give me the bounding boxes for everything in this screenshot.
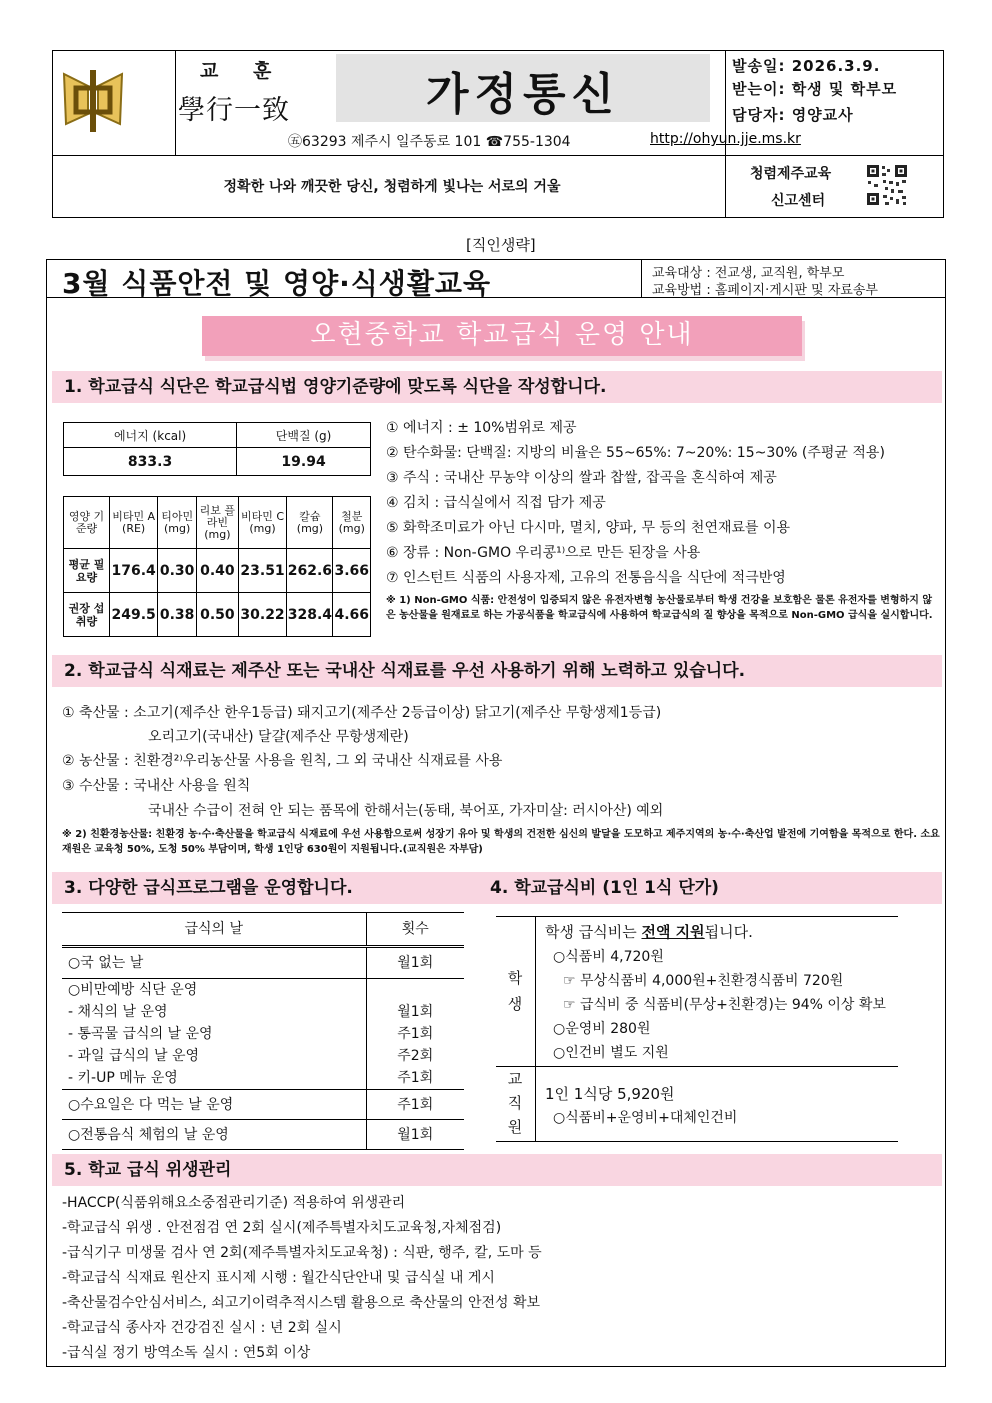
section1-heading: 1. 학교급식 식단은 학교급식법 영양기준량에 맞도록 식단을 작성합니다. — [52, 371, 942, 403]
section5-heading: 5. 학교 급식 위생관리 — [52, 1154, 942, 1186]
col-header-meal-day: 급식의 날 — [62, 913, 366, 947]
table-cell: 월1회 — [397, 955, 434, 971]
table-cell: 월1회 — [397, 1127, 434, 1143]
divider — [175, 50, 176, 156]
seal-omitted-note: [직인생략] — [466, 236, 536, 254]
meal-program-table — [62, 912, 464, 1150]
list-item: ② 탄수화물: 단백질: 지방의 비율은 55~65%: 7~20%: 15~30% (주평균 적용) — [386, 445, 885, 461]
row-label: 평균 필요량 — [64, 549, 110, 593]
list-item: ○식품비 4,720원 — [553, 949, 664, 965]
list-item: ② 농산물 : 친환경²⁾우리농산물 사용을 원칙, 그 외 국내산 식재료를 사용 — [62, 753, 503, 769]
table-cell: - 과일 급식의 날 운영 — [62, 1045, 366, 1067]
list-item: -HACCP(식품위해요소중점관리기준) 적용하여 위생관리 — [62, 1195, 406, 1211]
divider — [496, 1066, 898, 1067]
table-cell: - 통곡물 급식의 날 운영 — [62, 1023, 366, 1045]
list-item: -급식기구 미생물 검사 연 2회(제주특별자치도교육청) : 식판, 행주, 칼, 도마 등 — [62, 1245, 542, 1261]
list-item: -학교급식 종사자 건강검진 실시 : 년 2회 실시 — [62, 1320, 342, 1336]
footnote-non-gmo: ※ 1) Non-GMO 식품: 안전성이 입증되지 않은 유전자변형 농산물로부터 학생 건강을 보호함은 물론 유전자를 변형하지 않은 농산물을 원재료로 하는 가공식품을 학교급식에 사용하여 학교급식의 질 향상을 목적으로 Non-GMO 급식을 실시합니다. — [386, 595, 933, 621]
divider — [52, 155, 944, 156]
nutrient-table — [63, 496, 371, 637]
section3-heading: 3. 다양한 급식프로그램을 운영합니다. — [52, 872, 942, 904]
student-support-text: 학생 급식비는 — [545, 923, 642, 941]
list-item: ⑤ 화학조미료가 아닌 다시마, 멸치, 양파, 무 등의 천연재료를 이용 — [386, 520, 791, 536]
table-cell: 176.4 — [110, 549, 158, 593]
table-cell: 328.4 — [287, 593, 333, 637]
qr-code-icon[interactable] — [865, 163, 909, 207]
nutrient-header: 티아민 (mg) — [158, 497, 197, 549]
table-cell: 3.66 — [333, 549, 371, 593]
table-row — [62, 979, 464, 1002]
list-item: ① 에너지 : ± 10%범위로 제공 — [386, 420, 577, 436]
list-item: ③ 주식 : 국내산 무농약 이상의 쌀과 찹쌀, 잡곡을 혼식하여 제공 — [386, 470, 777, 486]
table-row — [64, 549, 371, 593]
list-item: ⑦ 인스턴트 식품의 사용자제, 고유의 전통음식을 식단에 적극반영 — [386, 570, 786, 586]
list-item: ④ 김치 : 급식실에서 직접 담가 제공 — [386, 495, 606, 511]
list-item: -급식실 정기 방역소독 실시 : 연5회 이상 — [62, 1345, 311, 1361]
staff-label: 교직원 — [507, 1070, 523, 1136]
table-cell: - 키-UP 메뉴 운영 — [62, 1067, 366, 1090]
table-cell: 23.51 — [238, 549, 287, 593]
table-cell: 0.30 — [158, 549, 197, 593]
school-motto: 學行一致 — [178, 95, 290, 126]
table-cell: 249.5 — [110, 593, 158, 637]
newsletter-title: 가정통신 — [425, 69, 620, 120]
table-cell: 262.6 — [287, 549, 333, 593]
table-cell: ○비만예방 식단 운영 — [62, 979, 366, 1002]
school-address: ㊄63293 제주시 일주동로 101 ☎755-1304 — [288, 134, 571, 150]
motto-label: 교 훈 — [200, 60, 286, 82]
table-cell: 0.40 — [197, 549, 239, 593]
table-row — [62, 1120, 464, 1150]
list-item: ○운영비 280원 — [553, 1021, 651, 1037]
table-cell: 주2회 — [397, 1048, 434, 1064]
nutrient-header: 칼슘 (mg) — [287, 497, 333, 549]
list-item: ☞ 무상식품비 4,000원+친환경식품비 720원 — [563, 973, 844, 989]
protein-header: 단백질 (g) — [237, 423, 371, 448]
nutrient-corner-header: 영양 기준량 — [64, 497, 110, 549]
nutrient-header: 비타민 C (mg) — [238, 497, 287, 549]
person-in-charge: 담당자: 영양교사 — [732, 106, 854, 124]
list-item: -축산물검수안심서비스, 쇠고기이력추적시스템 활용으로 축산물의 안전성 확보 — [62, 1295, 541, 1311]
section2-heading: 2. 학교급식 식재료는 제주산 또는 국내산 식재료를 우선 사용하기 위해 노력하고 있습니다. — [52, 655, 942, 687]
table-row — [62, 1001, 464, 1023]
table-cell: - 채식의 날 운영 — [62, 1001, 366, 1023]
education-method: 교육방법 : 홈페이지·게시판 및 자료송부 — [652, 283, 878, 298]
table-cell: ○수요일은 다 먹는 날 운영 — [62, 1090, 366, 1120]
divider — [641, 259, 642, 297]
energy-protein-table — [63, 422, 371, 476]
list-item: -학교급식 식재료 원산지 표시제 시행 : 월간식단안내 및 급식실 내 게시 — [62, 1270, 495, 1286]
divider — [535, 916, 536, 1142]
banner-title: 3월 식품안전 및 영양·식생활교육 — [62, 267, 491, 300]
list-item: ☞ 급식비 중 식품비(무상+친환경)는 94% 이상 확보 — [563, 997, 886, 1013]
table-row — [62, 1045, 464, 1067]
energy-header: 에너지 (kcal) — [64, 423, 237, 448]
table-cell: ○국 없는 날 — [62, 947, 366, 979]
col-header-count: 횟수 — [401, 921, 429, 937]
school-emblem-icon — [58, 64, 128, 136]
report-center-line2: 신고센터 — [771, 193, 826, 209]
main-heading: 오현중학교 학교급식 운영 안내 — [202, 316, 802, 356]
nutrient-header: 비타민 A (RE) — [110, 497, 158, 549]
education-target: 교육대상 : 전교생, 교직원, 학부모 — [652, 266, 845, 281]
list-item: 국내산 수급이 전혀 안 되는 품목에 한해서는(동태, 북어포, 가자미살: 러시아산) 예외 — [148, 803, 664, 819]
row-label: 권장 섭취량 — [64, 593, 110, 637]
table-cell: 월1회 — [397, 1004, 434, 1020]
student-support-text: 됩니다. — [704, 923, 753, 941]
table-row — [62, 947, 464, 979]
table-row — [62, 1023, 464, 1045]
recipient: 받는이: 학생 및 학부모 — [732, 80, 898, 98]
report-center-line1: 청렴제주교육 — [750, 166, 832, 182]
table-cell: 4.66 — [333, 593, 371, 637]
list-item: 오리고기(국내산) 달걀(제주산 무항생제란) — [148, 729, 409, 745]
student-label: 학생 — [507, 969, 523, 1013]
list-item: ① 축산물 : 소고기(제주산 한우1등급) 돼지고기(제주산 2등급이상) 닭고기(제주산 무항생제1등급) — [62, 705, 662, 721]
table-cell — [366, 979, 464, 1002]
divider — [46, 297, 946, 298]
table-cell: 주1회 — [397, 1097, 434, 1113]
full-support-text: 전액 지원 — [641, 923, 705, 941]
integrity-slogan: 정확한 나와 깨끗한 당신, 청렴하게 빛나는 서로의 거울 — [223, 179, 561, 195]
protein-value: 19.94 — [237, 448, 371, 476]
staff-cost-breakdown: ○식품비+운영비+대체인건비 — [553, 1110, 738, 1126]
table-row — [62, 1090, 464, 1120]
table-cell: 30.22 — [238, 593, 287, 637]
list-item: ○인건비 별도 지원 — [553, 1045, 669, 1061]
table-cell: 주1회 — [397, 1070, 434, 1086]
nutrient-header: 리보 플라빈 (mg) — [197, 497, 239, 549]
table-row — [62, 1067, 464, 1090]
energy-value: 833.3 — [64, 448, 237, 476]
student-support-line — [545, 921, 753, 942]
table-cell: ○전통음식 체험의 날 운영 — [62, 1120, 366, 1150]
school-homepage-link[interactable]: http://ohyun.jje.ms.kr — [650, 131, 801, 147]
list-item: ③ 수산물 : 국내산 사용을 원칙 — [62, 778, 251, 794]
table-cell: 주1회 — [397, 1026, 434, 1042]
section4-heading: 4. 학교급식비 (1인 1식 단가) — [490, 878, 719, 898]
footnote-eco-friendly: ※ 2) 친환경농산물: 친환경 농·수·축산물을 학교급식 식재료에 우선 사용함으로써 성장기 유아 및 학생의 건전한 심신의 발달을 도모하고 제주지역의 농·수·축산업 발전에 기여함을 목적으로 한다. 소요재원은 교육청 50%, 도청 50% 부담이며, 학생 1인당 630원이 지원됩니다.(교직원은 자부담) — [62, 829, 940, 855]
table-cell: 0.50 — [197, 593, 239, 637]
list-item: ⑥ 장류 : Non-GMO 우리콩¹⁾으로 만든 된장을 사용 — [386, 545, 701, 561]
table-cell: 0.38 — [158, 593, 197, 637]
table-row — [64, 593, 371, 637]
nutrient-header: 철분 (mg) — [333, 497, 371, 549]
list-item: -학교급식 위생 . 안전점검 연 2회 실시(제주특별자치도교육청,자체점검) — [62, 1220, 502, 1236]
sent-date: 발송일: 2026.3.9. — [732, 57, 881, 75]
staff-cost-line: 1인 1식당 5,920원 — [545, 1085, 675, 1103]
